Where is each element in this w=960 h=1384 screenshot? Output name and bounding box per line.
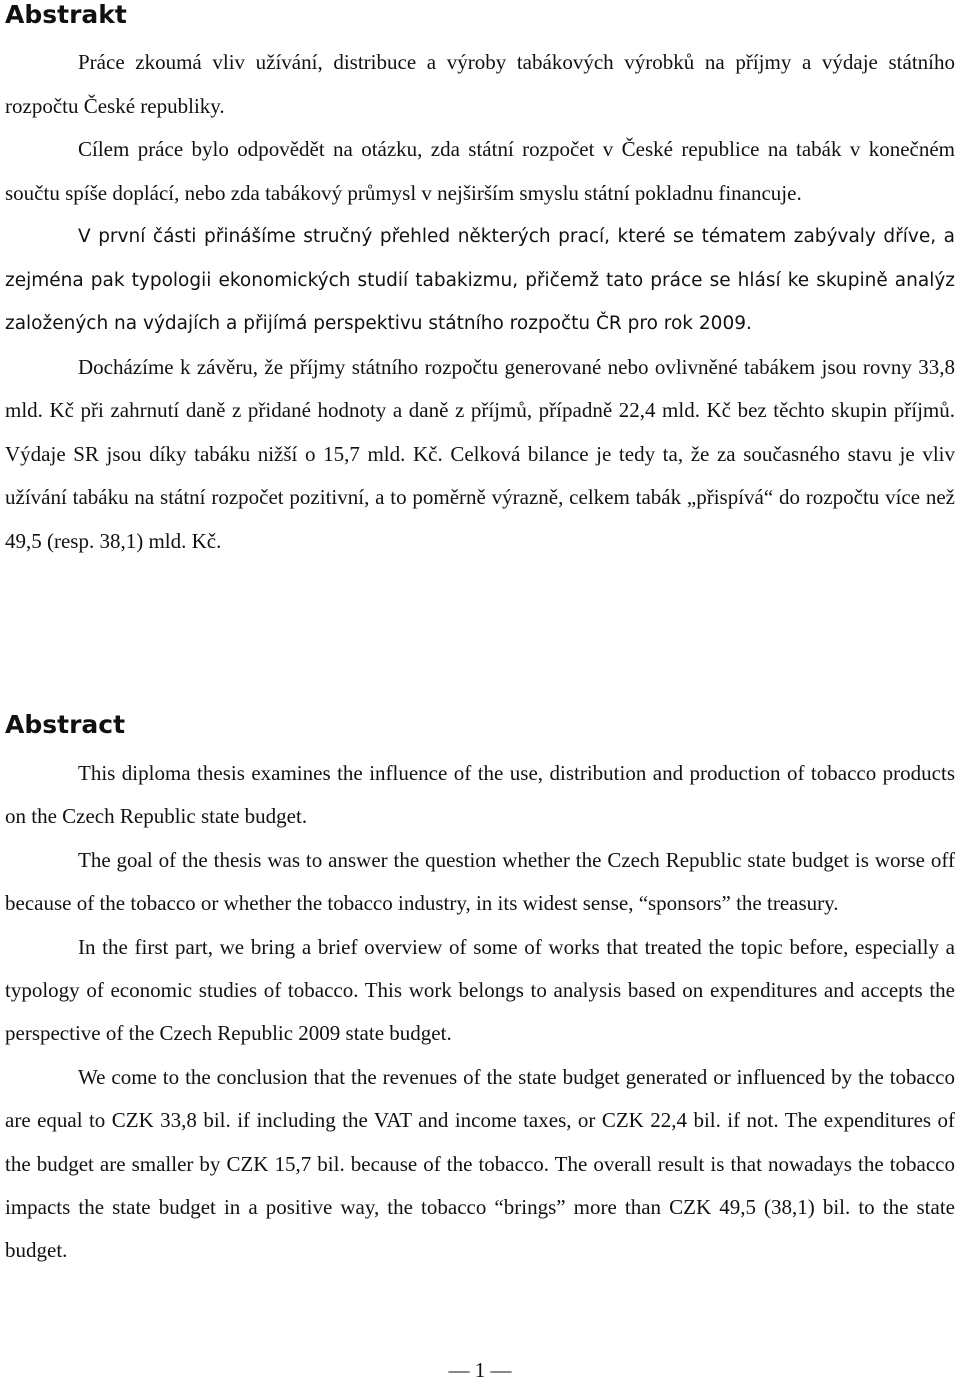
czech-paragraph: Cílem práce bylo odpovědět na otázku, zda státní rozpočet v České republice na tabák v konečném součtu spíše doplácí, nebo zda tabákový průmysl v nejširším smyslu státní pokladnu financuje. <box>5 137 955 205</box>
czech-abstract-section <box>5 41 955 563</box>
english-paragraph: The goal of the thesis was to answer the question whether the Czech Republic state budget is worse off because of the tobacco or whether the tobacco industry, in its widest sense, “sponsors” the treasury. <box>5 847 955 916</box>
english-paragraph: We come to the conclusion that the revenues of the state budget generated or influenced by the tobacco are equal to CZK 33,8 bil. if including the VAT and income taxes, or CZK 22,4 bil. if not. The expenditures of the budget are smaller by CZK 15,7 bil. because of the tobacco. The overall result is that nowadays the tobacco impacts the state budget in a positive way, the tobacco “brings” more than CZK 49,5 (38,1) bil. to the state budget. <box>5 1064 955 1263</box>
page-number: — 1 — <box>448 1358 512 1382</box>
english-paragraph: This diploma thesis examines the influence of the use, distribution and production of tobacco products on the Czech Republic state budget. <box>5 761 955 829</box>
czech-paragraph: Docházíme k závěru, že příjmy státního rozpočtu generované nebo ovlivněné tabákem jsou rovny 33,8 mld. Kč při zahrnutí daně z přidané hodnoty a daně z příjmů, případně 22,4 mld. Kč bez těchto skupin příjmů. Výdaje SR jsou díky tabáku nižší o 15,7 mld. Kč. Celková bilance je tedy ta, že za současného stavu je vliv užívání tabáku na státní rozpočet pozitivní, a to poměrně výrazně, celkem tabák „přispívá“ do rozpočtu více než 49,5 (resp. 38,1) mld. Kč. <box>5 354 955 553</box>
czech-paragraph: V první části přinášíme stručný přehled některých prací, které se tématem zabývaly dříve, a zejména pak typologii ekonomických studií tabakizmu, přičemž tato práce se hlásí ke skupině analýz založených na výdajích a přijímá perspektivu státního rozpočtu ČR pro rok 2009. <box>5 226 955 334</box>
heading-abstrakt: Abstrakt <box>5 0 127 29</box>
english-paragraph: In the first part, we bring a brief overview of some of works that treated the topic before, especially a typology of economic studies of tobacco. This work belongs to analysis based on expenditures and accepts the perspective of the Czech Republic 2009 state budget. <box>5 934 955 1046</box>
heading-abstract: Abstract <box>5 710 126 739</box>
english-abstract-section <box>5 752 955 1273</box>
czech-paragraph: Práce zkoumá vliv užívání, distribuce a výroby tabákových výrobků na příjmy a výdaje státního rozpočtu České republiky. <box>5 50 955 118</box>
